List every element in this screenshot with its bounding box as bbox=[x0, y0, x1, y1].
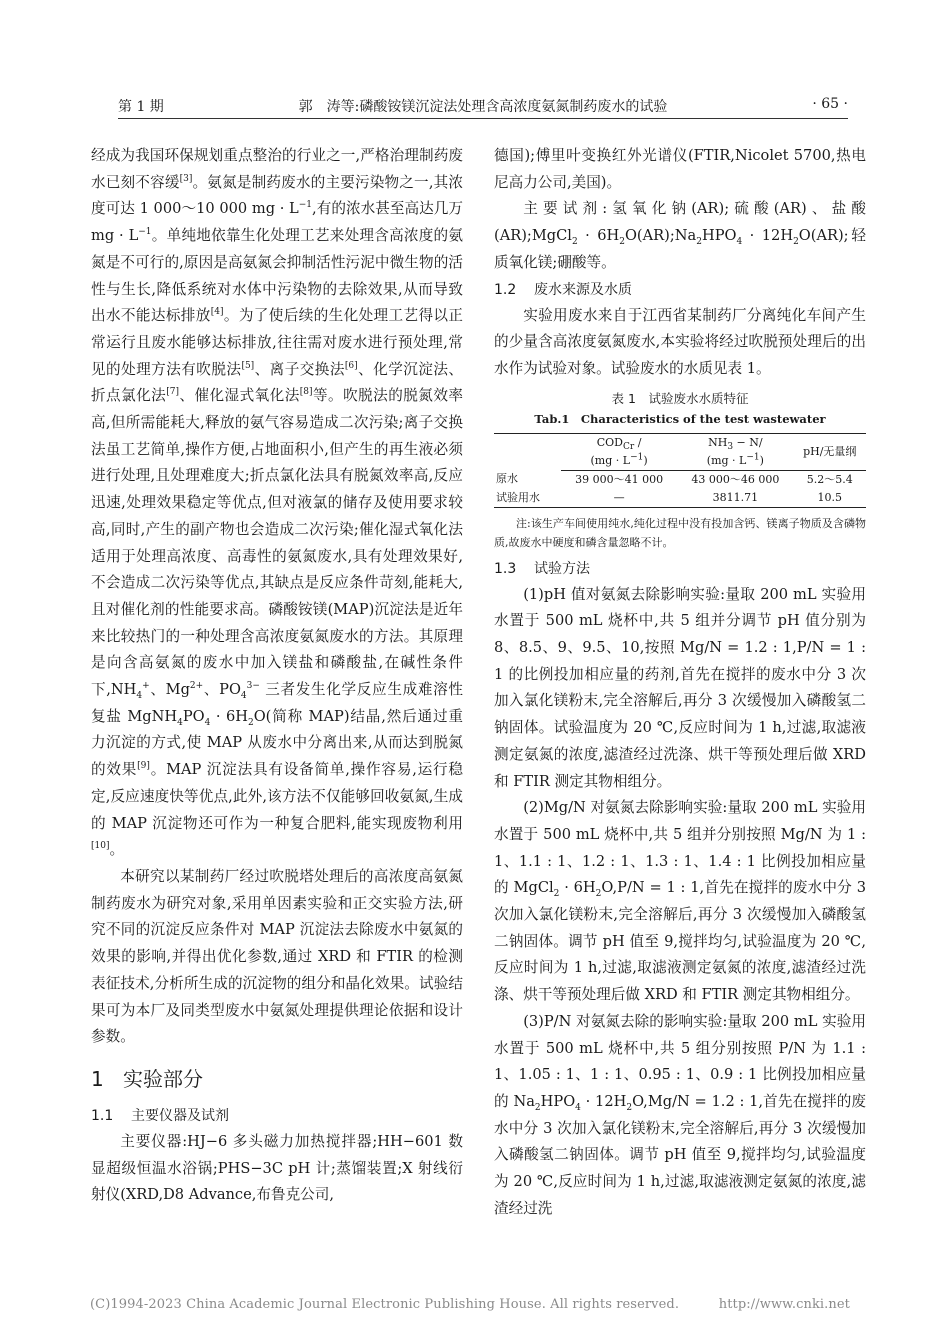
wastewater-source-paragraph: 实验用废水来自于江西省某制药厂分离纯化车间产生的少量含高浓度氨氮废水,本实验将经过吹脱预处理后的出水作为试验对象。试验废水的水质见表 1。 bbox=[494, 306, 866, 377]
col-header-cod: $COD_{Cr}$ / bbox=[561, 433, 677, 452]
col-unit-nh3: $(mg \cdot L^{-1})$ bbox=[677, 452, 793, 471]
table-row: 试验用水 — 3811.71 10.5 bbox=[494, 489, 866, 508]
col-unit-cod: $(mg \cdot L^{-1})$ bbox=[561, 452, 677, 471]
reagents-paragraph: 主要试剂:氢氧化钠(AR);硫酸(AR)、盐酸(AR);MgCl$_2$ · $6H_2O(AR);Na_2HPO_4 \cdot 12H_2O(AR)$;轻质氧化镁;硼酸等。 bbox=[494, 200, 866, 271]
table-note: 注:该生产车间使用纯水,纯化过程中没有投加含钙、镁离子物质及含磷物质,故废水中硬度和磷含量忽略不计。 bbox=[494, 516, 866, 549]
water-quality-table bbox=[494, 433, 866, 508]
running-title: 郭 涛等:磷酸铵镁沉淀法处理含高浓度氨氮制药废水的试验 bbox=[298, 99, 668, 115]
study-paragraph: 本研究以某制药厂经过吹脱塔处理后的高浓度高氨氮制药废水为研究对象,采用单因素实验和正交实验方法,研究不同的沉淀反应条件对 MAP 沉淀法去除废水中氨氮的效果的影响,并得出优化参数,通过 XRD 和 FTIR 的检测表征技术,分析所生成的沉淀物的组分和晶化效果。试验结果可为本厂及同类型废水中氨氮处理提供理论依据和设计参数。 bbox=[91, 867, 463, 1046]
method-ph-paragraph: (1)pH 值对氨氮去除影响实验:量取 200 mL 实验用水置于 500 mL 烧杯中,共 5 组并分调节 pH 值分别为 8、8.5、9、9.5、10,按照 Mg/N = 1.2 : 1,P/N = 1 : 1 的比例投加相应量的药剂,首先在搅拌的废水中分 3 次加入氯化镁粉末,完全溶解后,再分 3 次缓慢加入磷酸氢二钠固体。试验温度为 20 ℃,反应时间为 1 h,过滤,取滤液测定氨氮的浓度,滤渣经过洗涤、烘干等预处理后做 XRD 和 FTIR 测定其物相组分。 bbox=[494, 585, 866, 790]
table-caption-cn: 表 1 试验废水水质特征 bbox=[611, 390, 749, 406]
section-heading: 1 实验部分 bbox=[91, 1066, 203, 1091]
left-column bbox=[91, 143, 463, 1209]
page-number: · 65 · bbox=[812, 96, 848, 112]
method-pn-paragraph: (3)P/N 对氨氮去除的影响实验:量取 200 mL 实验用水置于 500 mL 烧杯中,共 5 组分别按照 P/N 为 1.1 : 1、1.05 : 1、1 : 1、0.95 : 1、0.9 : 1 比例投加相应量的 $Na_2HPO_4 \cdot 12H_2O,Mg/N = 1.2$ : 1,首先在搅拌的废水中分 3 次加入氯化镁粉末,完全溶解后,再分 3 次缓慢加入磷酸氢二钠固体。调节 pH 值至 9,搅拌均匀,试验温度为 20 ℃,反应时间为 1 h,过滤,取滤液测定氨氮的浓度,滤渣经过洗 bbox=[494, 1012, 866, 1217]
intro-paragraph: 经成为我国环保规划重点整治的行业之一,严格治理制药废水已刻不容缓[3]。氨氮是制药废水的主要污染物之一,其浓度可达 1 000～10 000 mg · $L^{-1}$,有的浓水甚至高达几万 mg · $L^{-1}$。单纯地依靠生化处理工艺来处理含高浓度的氨氮是不可行的,原因是高氨氮会抑制活性污泥中微生物的活性与生长,降低系统对水体中污染物的去除效果,从而导致出水不能达标排放[4]。为了使后续的生化处理工艺得以正常运行且废水能够达标排放,往往需对废水进行预处理,常见的处理方法有吹脱法[5]、离子交换法[6]、化学沉淀法、折点氯化法[7]、催化湿式氧化法[8]等。吹脱法的脱氮效率高,但所需能耗大,释放的氨气容易造成二次污染;离子交换法虽工艺简单,操作方便,占地面积小,但产生的再生液必须进行处理,且处理难度大;折点氯化法具有脱氮效率高,反应迅速,处理效果稳定等优点,但对液氯的储存及使用要求较高,同时,产生的副产物也会造成二次污染;催化湿式氧化法适用于处理高浓度、高毒性的氨氮废水,具有处理效果好,不会造成二次污染等优点,其缺点是反应条件苛刻,能耗大,且对催化剂的性能要求高。磷酸铵镁(MAP)沉淀法是近年来比较热门的一种处理含高浓度氨氮废水的方法。其原理是向含高氨氮的废水中加入镁盐和磷酸盐,在碱性条件下$,NH_4^+$、$Mg^{2+}$、$PO_4^{3-}$ 三者发生化学反应生成难溶性复盐 $MgNH_4PO_4 \cdot 6H_2O$(简称 MAP)结晶,然后通过重力沉淀的方式,使 MAP 从废水中分离出来,从而达到脱氮的效果[9]。MAP 沉淀法具有设备简单,操作容易,运行稳定,反应速度快等优点,此外,该方法不仅能够回收氨氮,生成的 MAP 沉淀物还可作为一种复合肥料,能实现废物利用[10]。 bbox=[91, 147, 463, 859]
subsection-heading: 1.1 主要仪器及试剂 bbox=[91, 1107, 229, 1124]
copyright-footer bbox=[90, 1297, 850, 1312]
instruments-continued: 德国);傅里叶变换红外光谱仪(FTIR,Nicolet 5700,热电尼高力公司,美国)。 bbox=[494, 147, 866, 191]
subsection-heading: 1.3 试验方法 bbox=[494, 560, 590, 577]
col-header-nh3: $NH_3 - N/$ bbox=[677, 433, 793, 452]
cnki-link[interactable]: http://www.cnki.net bbox=[718, 1297, 850, 1312]
running-header bbox=[118, 88, 848, 119]
table-row: 原水 39 000～41 000 43 000～46 000 5.2～5.4 bbox=[496, 472, 853, 486]
subsection-heading: 1.2 废水来源及水质 bbox=[494, 281, 632, 298]
col-header-ph: pH/无量纲 bbox=[793, 433, 866, 470]
method-mgn-paragraph: (2)Mg/N 对氨氮去除影响实验:量取 200 mL 实验用水置于 500 mL 烧杯中,共 5 组并分别按照 Mg/N 为 1 : 1、1.1 : 1、1.2 : 1、1.3 : 1、1.4 : 1 比例投加相应量的 MgCl$_2$ · $6H_2O,P/N = 1$ : 1,首先在搅拌的废水中分 3 次加入氯化镁粉末,完全溶解后,再分 3 次缓慢加入磷酸氢二钠固体。调节 pH 值至 9,搅拌均匀,试验温度为 20 ℃,反应时间为 1 h,过滤,取滤液测定氨氮的浓度,滤渣经过洗涤、烘干等预处理后做 XRD 和 FTIR 测定其物相组分。 bbox=[494, 799, 866, 1004]
issue-label: 第 1 期 bbox=[118, 99, 164, 115]
instruments-paragraph: 主要仪器:HJ−6 多头磁力加热搅拌器;HH−601 数显超级恒温水浴锅;PHS−3C pH 计;蒸馏装置;X 射线衍射仪(XRD,D8 Advance,布鲁克公司, bbox=[91, 1132, 463, 1204]
table-caption-en: Tab.1 Characteristics of the test wastewater bbox=[534, 411, 826, 426]
right-column bbox=[494, 143, 866, 1223]
copyright-text: (C)1994-2023 China Academic Journal Electronic Publishing House. All rights reserved. bbox=[90, 1297, 680, 1312]
